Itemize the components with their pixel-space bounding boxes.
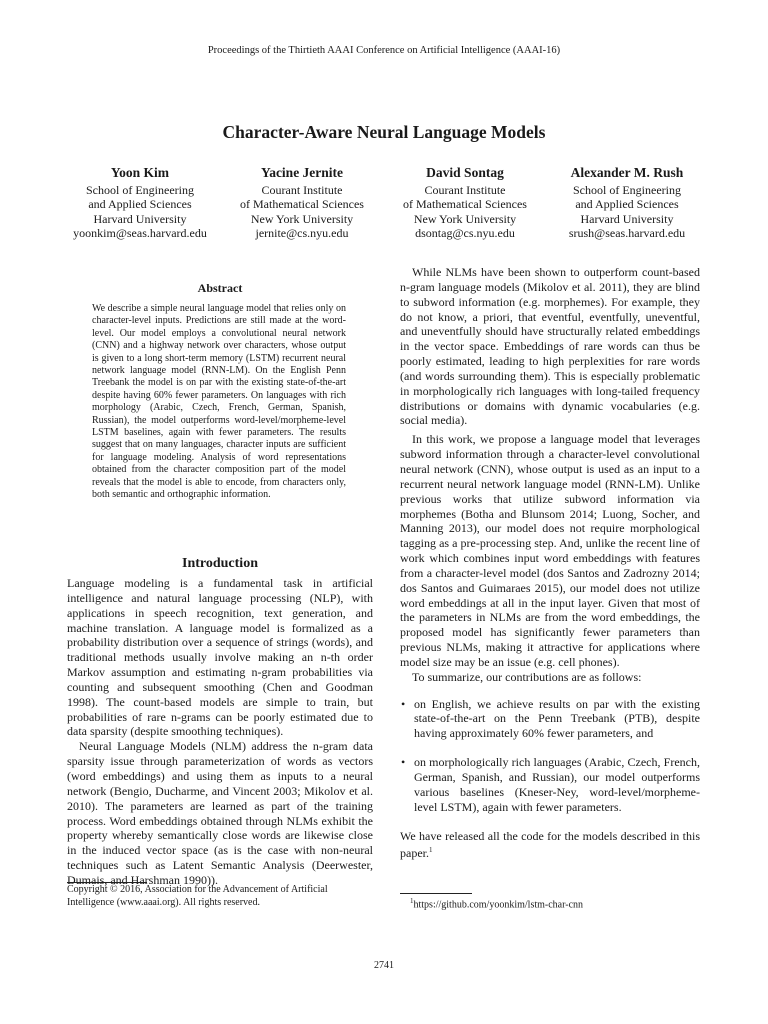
footnote xyxy=(410,895,710,911)
copyright-notice: Copyright © 2016, Association for the Advancement of Artificial Intelligence (www.aaai.org). All rights reserved. xyxy=(67,884,328,908)
author-block xyxy=(547,166,707,241)
abstract-text: We describe a simple neural language model that relies only on character-level inputs. Predictions are still made at the word-level. Our model employs a convolutional neural network (CNN) and a highway network over characters, whose output is given to a long short-term memory (LSTM) recurrent neural network language model (RNN-LM). On the English Penn Treebank the model is on par with the existing state-of-the-art despite having 60% fewer parameters. On languages with rich morphology (Arabic, Czech, French, German, Spanish, Russian), the model outperforms word-level/morpheme-level LSTM baselines, again with fewer parameters. The results suggest that on many languages, character inputs are sufficient for language modeling. Analysis of word representations obtained from the character composition part of the model reveals that the model is able to encode, from characters only, both semantic and orthographic information. xyxy=(92,303,346,501)
list-item xyxy=(400,755,700,814)
body-paragraph: In this work, we propose a language model that leverages subword information through a character-level convolutional neural network (CNN), whose output is used as an input to a recurrent neural network language model (RNN-LM). Unlike previous works that utilize subword information via morphemes (Botha and Blunsom 2014; Luong, Socher, and Manning 2013), our model does not require morphological tagging as a pre-processing step. And, unlike the recent line of work which combines input word embeddings with features from a character-level model (dos Santos and Zadrozny 2014; dos Santos and Guimaraes 2015), our model does not utilize word embeddings at all in the input layer. Given that most of the parameters in NLMs are from the word embeddings, the proposed model has significantly fewer parameters than previous NLMs, making it attractive for applications where model size may be an issue (e.g. cell phones). xyxy=(400,432,700,669)
author-block xyxy=(60,166,220,241)
paper-title: Character-Aware Neural Language Models xyxy=(222,122,546,142)
footnote-url[interactable]: https://github.com/yoonkim/lstm-char-cnn xyxy=(413,899,584,911)
bullet-icon: • xyxy=(401,755,406,770)
author-name: David Sontag xyxy=(426,165,504,180)
left-column-body xyxy=(67,576,373,888)
author-affiliation-line: School of Engineering xyxy=(573,182,681,197)
author-email: jernite@cs.nyu.edu xyxy=(255,226,349,241)
author-affiliation-line: New York University xyxy=(250,211,354,226)
author-affiliation-line: and Applied Sciences xyxy=(88,197,192,212)
author-name: Yoon Kim xyxy=(110,165,170,180)
author-email: yoonkim@seas.harvard.edu xyxy=(73,226,207,241)
author-affiliation-line: New York University xyxy=(413,211,517,226)
list-item xyxy=(400,697,700,742)
body-paragraph: To summarize, our contributions are as follows: xyxy=(412,669,642,684)
contribution-text: on English, we achieve results on par with the existing state-of-the-art on the Penn Treebank (PTB), despite having approximately 60% fewer parameters, and xyxy=(414,696,700,741)
contributions-list xyxy=(400,697,700,815)
body-paragraph: While NLMs have been shown to outperform count-based n-gram language models (Mikolov et al. 2011), they are blind to subword information (e.g. morphemes). For example, they do not know, a priori, that eventful, eventfully, uneventful, and uneventfully should have structurally related embeddings in the vector space. Embeddings of rare words can thus be poorly estimated, leading to high perplexities for rare words (and words surrounding them). This is especially problematic in morphologically rich languages with long-tailed frequency distributions or domains with dynamic vocabularies (e.g. social media). xyxy=(400,265,700,428)
page-number: 2741 xyxy=(374,960,394,971)
abstract-heading: Abstract xyxy=(197,281,243,295)
author-affiliation-line: School of Engineering xyxy=(86,182,194,197)
author-name: Yacine Jernite xyxy=(260,165,344,180)
intro-paragraph: Language modeling is a fundamental task in artificial intelligence and natural language processing (NLP), with applications in speech recognition, text generation, and machine translation. A language model is formalized as a probability distribution over a sequence of strings (words), and traditional methods usually involve making an n-th order Markov assumption and estimating n-gram probabilities via counting and subsequent smoothing (Chen and Goodman 1998). The count-based models are simple to train, but probabilities of rare n-grams can be poorly estimated due to data sparsity (despite smoothing techniques). xyxy=(67,576,373,739)
author-affiliation-line: and Applied Sciences xyxy=(575,197,679,212)
right-column-body xyxy=(400,265,700,861)
author-affiliation-line: of Mathematical Sciences xyxy=(240,197,364,212)
author-email: srush@seas.harvard.edu xyxy=(568,226,686,241)
author-email: dsontag@cs.nyu.edu xyxy=(415,226,515,241)
contribution-text: on morphologically rich languages (Arabic, Czech, French, German, Spanish, and Russian), our model outperforms various baselines (Kneser-Ney, word-level/morpheme-level LSTM), again with fewer parameters. xyxy=(414,755,700,814)
bullet-icon: • xyxy=(401,696,406,711)
author-affiliation-line: of Mathematical Sciences xyxy=(403,197,527,212)
author-affiliation-line: Courant Institute xyxy=(261,182,343,197)
body-paragraph xyxy=(400,829,700,862)
footnote-marker: 1 xyxy=(410,897,414,905)
release-text: We have released all the code for the models described in this paper. xyxy=(400,828,700,861)
copyright-divider xyxy=(67,882,147,883)
proceedings-header: Proceedings of the Thirtieth AAAI Conference on Artificial Intelligence (AAAI-16) xyxy=(207,45,561,56)
intro-paragraph: Neural Language Models (NLM) address the n-gram data sparsity issue through parameterization of words as vectors (word embeddings) and using them as inputs to a neural network (Bengio, Ducharme, and Vincent 2003; Mikolov et al. 2010). The parameters are learned as part of the training process. Word embeddings obtained through NLMs exhibit the property whereby semantically close words are likewise close in the induced vector space (as is the case with non-neural techniques such as Latent Semantic Analysis (Deerwester, Dumais, and Harshman 1990)). xyxy=(67,739,373,887)
author-affiliation-line: Harvard University xyxy=(580,211,674,226)
footnote-divider xyxy=(400,893,472,894)
footnote-marker: 1 xyxy=(429,846,433,855)
author-name: Alexander M. Rush xyxy=(570,165,684,180)
author-affiliation-line: Courant Institute xyxy=(424,182,506,197)
introduction-heading: Introduction xyxy=(182,556,258,571)
author-block xyxy=(385,166,545,241)
author-block xyxy=(222,166,382,241)
author-affiliation-line: Harvard University xyxy=(93,211,187,226)
